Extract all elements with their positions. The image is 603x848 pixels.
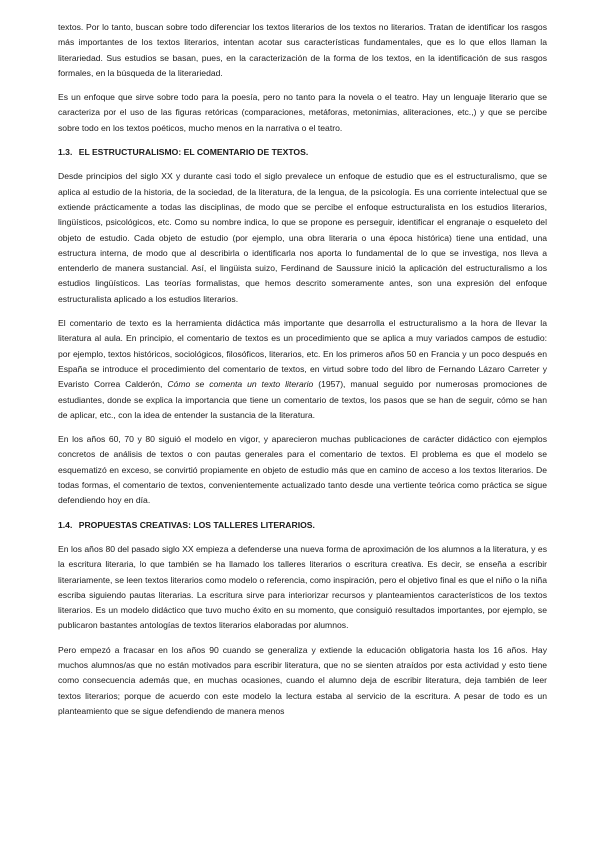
paragraph-model-decades: En los años 60, 70 y 80 siguió el modelo en vigor, y aparecieron muchas publicaciones de carácter didáctico con ejemplos concretos de análisis de textos o con pautas generales para el comentario de textos. El problema es que el modelo se esquematizó en exceso, se convirtió propiamente en objeto de estudio más que en camino de acceso a los textos literarios. De todas formas, el comentario de textos, convenientemente actualizado tanto desde una vertiente teórica como práctica se sigue defendiendo hoy en día. <box>58 434 547 506</box>
section-heading-1-3 <box>58 145 547 160</box>
section-heading-1-4 <box>58 518 547 533</box>
paragraph-decline: Pero empezó a fracasar en los años 90 cuando se generaliza y extiende la educación obligatoria hasta los 16 años. Hay muchos alumnos/as que no están motivados para escribir literatura, que no se sienten atraídos por esta actividad y esto tiene como consecuencia además que, en muchas ocasiones, cuando el alumno deja de escribir literatura, deja también de leer textos literarios; porque de acuerdo con este modelo la lectura estaba al servicio de la escritura. A pesar de todo es un planteamiento que se sigue defendiendo de manera menos <box>58 644 547 716</box>
text-segment: (1957), manual seguido por numerosas promociones de estudiantes, donde se explica la importancia que tiene un comentario de textos, los pasos que se han de seguir, cómo se han de aplicar, etc., con la idea de entender la sustancia de la literatura. <box>58 379 547 420</box>
section-number: 1.4. <box>58 519 73 530</box>
book-title: Cómo se comenta un texto literario <box>167 379 314 390</box>
section-title: EL ESTRUCTURALISMO: EL COMENTARIO DE TEXTOS. <box>78 147 309 158</box>
paragraph-poetry-focus: Es un enfoque que sirve sobre todo para la poesía, pero no tanto para la novela o el teatro. Hay un lenguaje literario que se caracteriza por el uso de las figuras retóricas (comparaciones, metáforas, metonimias, aliteraciones, etc.,) y que se percibe sobre todo en los textos poéticos, mucho menos en la narrativa o el teatro. <box>58 92 547 133</box>
paragraph-structuralism: Desde principios del siglo XX y durante casi todo el siglo prevalece un enfoque de estudio que es el estructuralismo, que se aplica al estudio de la historia, de la sociedad, de la literatura, de la lengua, de la psicología. Es una corriente intelectual que se extiende prácticamente a todas las disciplinas, de modo que se percibe el enfoque estructuralista en los estudios literarios, lingüísticos, psicológicos, etc. Como su nombre indica, lo que se propone es perseguir, identificar el engranaje o esqueleto del objeto de estudio. Cada objeto de estudio (por ejemplo, una obra literaria o una época histórica) tiene una entidad, una estructura interna, de modo que al describirla o identificarla nos aporta lo fundamental de lo que se investiga, nos lleva a entenderlo de manera sustancial. Así, el lingüista suizo, Ferdinand de Saussure inició la aplicación del estructuralismo a los estudios lingüísticos. Las teorías formalistas, que hemos descrito someramente antes, son una expresión del enfoque estructuralista aplicado a los estudios literarios. <box>58 171 547 304</box>
section-title: PROPUESTAS CREATIVAS: LOS TALLERES LITERARIOS. <box>78 519 315 530</box>
paragraph-formalism-continuation: textos. Por lo tanto, buscan sobre todo diferenciar los textos literarios de los textos no literarios. Tratan de identificar los rasgos más importantes de los textos literarios, intentan acotar sus características fundamentales, que es lo que ellos llaman la literariedad. Sus estudios se basan, pues, en la caracterización de la forma de los textos, en la identificación de sus rasgos formales, en la búsqueda de la literariedad. <box>58 22 547 78</box>
paragraph-creative-writing: En los años 80 del pasado siglo XX empieza a defenderse una nueva forma de aproximación de los alumnos a la literatura, y es la escritura literaria, lo que también se ha llamado los talleres literarios o escritura creativa. Es decir, se enseña a escribir literariamente, se leen textos literarios como modelo o referencia, como inspiración, pero el objetivo final es que el niño o la niña escriba siguiendo pautas literarias. La escritura sirve para interiorizar recursos y planteamientos característicos de los textos literarios. Es un modelo didáctico que tuvo mucho éxito en su momento, que consiguió resultados importantes, por ejemplo, se publicaron bastantes antologías de textos literarios elaboradas por alumnos. <box>58 543 547 631</box>
text-segment: El comentario de texto es la herramienta didáctica más importante que desarrolla el estructuralismo a la hora de llevar la literatura al aula. En principio, el comentario de textos es un procedimiento que se aplica a muy variados campos de estudio: por ejemplo, textos históricos, sociológicos, filosóficos, literarios, etc. En los primeros años 50 en Francia y un poco después en España se introduce el procedimiento del comentario de textos, en virtud sobre todo del libro de Fernando Lázaro Carreter y Evaristo Correa Calderón, <box>58 318 547 390</box>
paragraph-text-commentary <box>58 316 547 423</box>
section-number: 1.3. <box>58 147 73 158</box>
